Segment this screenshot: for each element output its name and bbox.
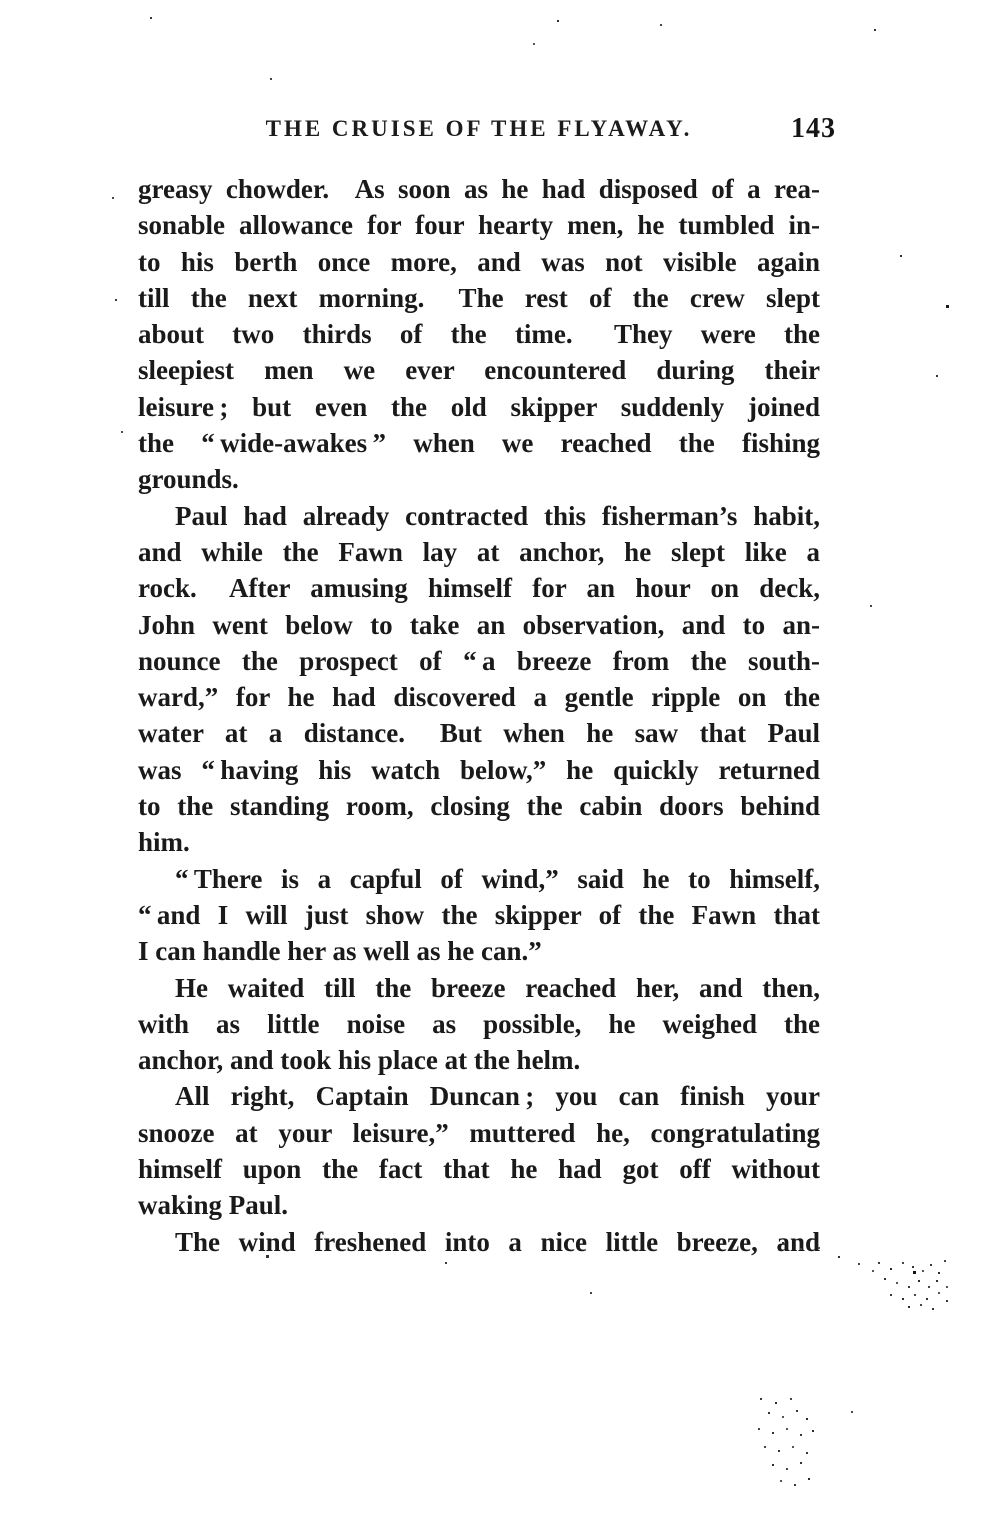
text-line: grounds. (138, 464, 239, 495)
text-line: him. (138, 827, 190, 858)
text-line: to the standing room, closing the cabin doors behind (138, 791, 820, 822)
text-line: was “ having his watch below,” he quickly returned (138, 754, 820, 785)
paragraph (138, 1224, 820, 1260)
text-line: greasy chowder. As soon as he had disposed of a rea- (138, 174, 820, 204)
paragraph (138, 1078, 820, 1223)
text-line: with as little noise as possible, he weighed the (138, 1008, 820, 1039)
text-line: the “ wide-awakes ” when we reached the fishing (138, 428, 820, 459)
text-line: “ There is a capful of wind,” said he to himself, (175, 863, 820, 894)
paragraph (138, 970, 820, 1079)
scan-noise-specks (0, 0, 2, 2)
text-line: sonable allowance for four hearty men, he tumbled in- (138, 210, 820, 241)
running-header (138, 113, 836, 144)
text-line: waking Paul. (138, 1190, 289, 1221)
text-line: He waited till the breeze reached her, and then, (175, 972, 820, 1003)
text-line: himself upon the fact that he had got off without (138, 1154, 820, 1185)
text-line: snooze at your leisure,” muttered he, congratulating (138, 1117, 820, 1148)
text-line: till the next morning. The rest of the crew slept (138, 282, 820, 313)
text-line: to his berth once more, and was not visible again (138, 246, 820, 277)
text-line: The wind freshened into a nice little breeze, and (175, 1226, 820, 1257)
text-line: John went below to take an observation, and to an- (138, 609, 820, 640)
text-line: nounce the prospect of “ a breeze from the south- (138, 645, 820, 676)
text-line: about two thirds of the time. They were the (138, 319, 820, 350)
text-block (138, 171, 820, 1260)
text-line: “ and I will just show the skipper of the Fawn that (138, 899, 820, 930)
text-line: All right, Captain Duncan ; you can finish your (175, 1081, 820, 1112)
text-line: anchor, and took his place at the helm. (138, 1045, 581, 1076)
paragraph (138, 861, 820, 970)
paragraph (138, 498, 820, 861)
paragraph (138, 171, 820, 498)
text-line: and while the Fawn lay at anchor, he slept like a (138, 536, 820, 567)
text-line: ward,” for he had discovered a gentle ripple on the (138, 682, 820, 713)
text-line: water at a distance. But when he saw that Paul (138, 718, 820, 749)
chapter-title: THE CRUISE OF THE FLYAWAY. (265, 116, 693, 141)
text-line: leisure ; but even the old skipper suddenly joined (138, 391, 820, 422)
text-line: I can handle her as well as he can.” (138, 936, 542, 967)
text-line: sleepiest men we ever encountered during their (138, 355, 820, 386)
page-number: 143 (791, 113, 836, 144)
scan-noise-large-specks (0, 0, 3, 3)
text-line: rock. After amusing himself for an hour on deck, (138, 573, 820, 604)
text-line: Paul had already contracted this fisherman’s habit, (175, 500, 820, 531)
